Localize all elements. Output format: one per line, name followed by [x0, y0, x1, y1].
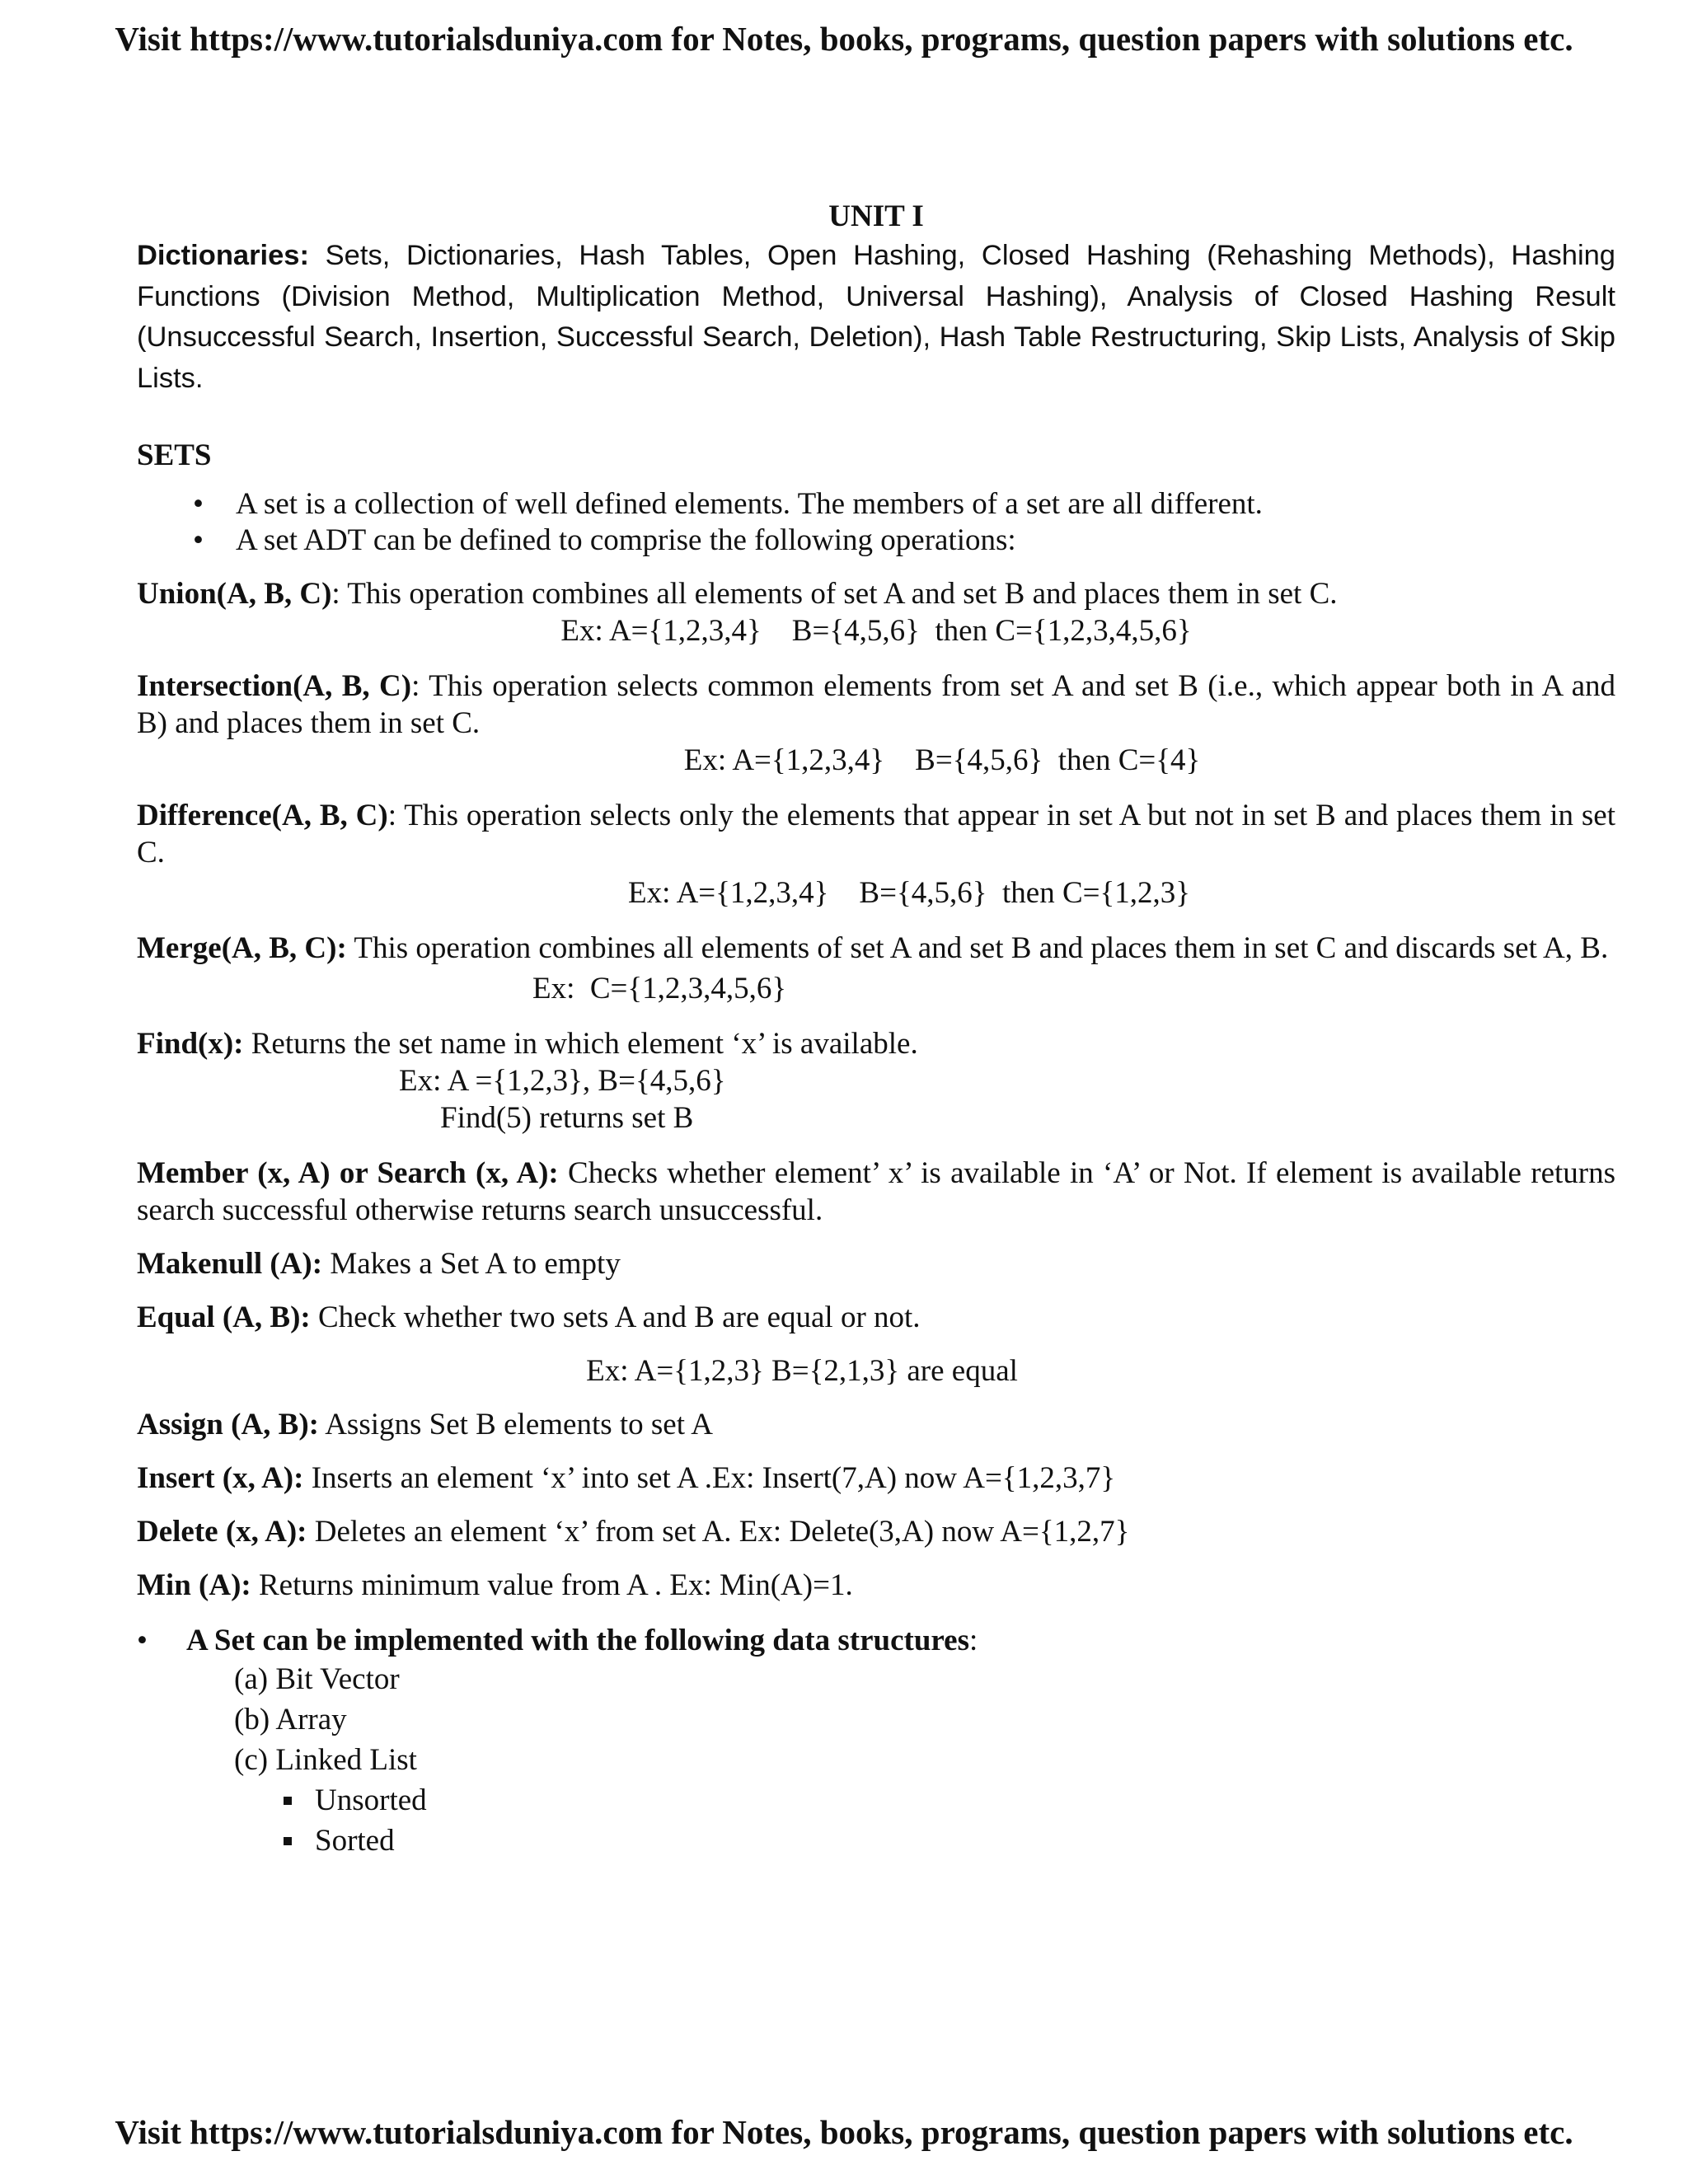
find-desc: Returns the set name in which element ‘x’ is available.: [243, 1027, 918, 1061]
assign-name: Assign (A, B):: [137, 1408, 319, 1441]
implementation-heading-text: A Set can be implemented with the following data structures: [186, 1624, 969, 1657]
intro-bullet: • A set is a collection of well defined elements. The members of a set are all different.: [137, 486, 1615, 523]
delete-definition: [137, 1513, 1615, 1550]
intro-bullet-list: [137, 486, 1615, 559]
linked-list-variant-item: Sorted: [284, 1821, 1615, 1861]
find-name: Find(x):: [137, 1027, 244, 1061]
assign-desc: Assigns Set B elements to set A: [319, 1408, 713, 1441]
merge-desc: This operation combines all elements of set A and set B and places them in set C and discards set A, B.: [346, 931, 1609, 965]
site-banner-top: Visit https://www.tutorialsduniya.com for Notes, books, programs, question papers with solutions etc.: [115, 20, 1573, 58]
union-desc: : This operation combines all elements of set A and set B and places them in set C.: [331, 577, 1338, 611]
find-definition: [137, 1025, 1615, 1062]
intersection-desc: : This operation selects common elements from set A and set B (i.e., which appear both in A and B) and places them in set C.: [137, 669, 1616, 740]
makenull-definition: [137, 1245, 1615, 1282]
page-content: [137, 198, 1615, 1861]
implementation-bullet-list: [137, 1622, 1615, 1659]
member-name: Member (x, A) or Search (x, A):: [137, 1156, 559, 1190]
assign-definition: [137, 1406, 1615, 1443]
merge-name: Merge(A, B, C):: [137, 931, 347, 965]
delete-desc: Deletes an element ‘x’ from set A. Ex: Delete(3,A) now A={1,2,7}: [307, 1515, 1130, 1549]
intro-bullet: • A set ADT can be defined to comprise the following operations:: [137, 523, 1615, 559]
union-definition: [137, 575, 1615, 612]
difference-name: Difference(A, B, C): [137, 799, 388, 832]
syllabus-text: Sets, Dictionaries, Hash Tables, Open Hashing, Closed Hashing (Rehashing Methods), Hashing Functions (Division Method, Multiplication Method, Universal Hashing), Analysis of Closed Hashing Result (Unsuccessful Search, Insertion, Successful Search, Deletion), Hash Table Restructuring, Skip Lists, Analysis of Skip Lists.: [137, 240, 1615, 394]
equal-definition: [137, 1299, 1615, 1336]
data-structure-item: (a) Bit Vector: [234, 1662, 400, 1696]
insert-desc: Inserts an element ‘x’ into set A .Ex: Insert(7,A) now A={1,2,3,7}: [303, 1461, 1116, 1495]
unit-title: UNIT I: [828, 199, 924, 233]
merge-example: Ex: C={1,2,3,4,5,6}: [532, 972, 787, 1005]
implementation-heading-colon: :: [968, 1624, 978, 1657]
equal-desc: Check whether two sets A and B are equal or not.: [310, 1301, 921, 1334]
makenull-name: Makenull (A):: [137, 1247, 323, 1281]
min-name: Min (A):: [137, 1568, 251, 1602]
find-example-sets: Ex: A ={1,2,3}, B={4,5,6}: [399, 1064, 726, 1098]
equal-example: Ex: A={1,2,3} B={2,1,3} are equal: [586, 1354, 1018, 1388]
difference-definition: [137, 797, 1615, 871]
intersection-definition: [137, 668, 1615, 742]
sets-heading: SETS: [137, 438, 212, 472]
implementation-heading: [137, 1622, 1615, 1659]
makenull-desc: Makes a Set A to empty: [322, 1247, 621, 1281]
delete-name: Delete (x, A):: [137, 1515, 307, 1549]
linked-list-variant-list: [137, 1780, 1615, 1861]
linked-list-variant-item: Unsorted: [284, 1780, 1615, 1821]
insert-name: Insert (x, A):: [137, 1461, 304, 1495]
union-example: Ex: A={1,2,3,4} B={4,5,6} then C={1,2,3,4,5,6}: [560, 614, 1192, 648]
syllabus-label: Dictionaries:: [137, 240, 309, 271]
site-banner-bottom: Visit https://www.tutorialsduniya.com for Notes, books, programs, question papers with solutions etc.: [115, 2113, 1573, 2151]
equal-name: Equal (A, B):: [137, 1301, 311, 1334]
difference-example: Ex: A={1,2,3,4} B={4,5,6} then C={1,2,3}: [627, 876, 1191, 910]
member-desc: Checks whether element’ x’ is available in ‘A’ or Not. If element is available returns search successful otherwise returns search unsuccessful.: [137, 1156, 1615, 1227]
data-structure-item: (c) Linked List: [234, 1743, 417, 1777]
find-example-call: Find(5) returns set B: [440, 1101, 694, 1135]
data-structure-item: (b) Array: [234, 1703, 347, 1736]
insert-definition: [137, 1460, 1615, 1497]
difference-desc: : This operation selects only the elements that appear in set A but not in set B and places them in set C.: [137, 799, 1615, 869]
intersection-example: Ex: A={1,2,3,4} B={4,5,6} then C={4}: [683, 743, 1201, 777]
syllabus-paragraph: [137, 236, 1615, 399]
union-name: Union(A, B, C): [137, 577, 332, 611]
merge-definition: [137, 930, 1615, 967]
data-structure-list: [137, 1659, 1615, 1780]
min-definition: [137, 1567, 1615, 1604]
intersection-name: Intersection(A, B, C): [137, 669, 412, 703]
min-desc: Returns minimum value from A . Ex: Min(A)=1.: [251, 1568, 853, 1602]
member-definition: [137, 1155, 1615, 1229]
